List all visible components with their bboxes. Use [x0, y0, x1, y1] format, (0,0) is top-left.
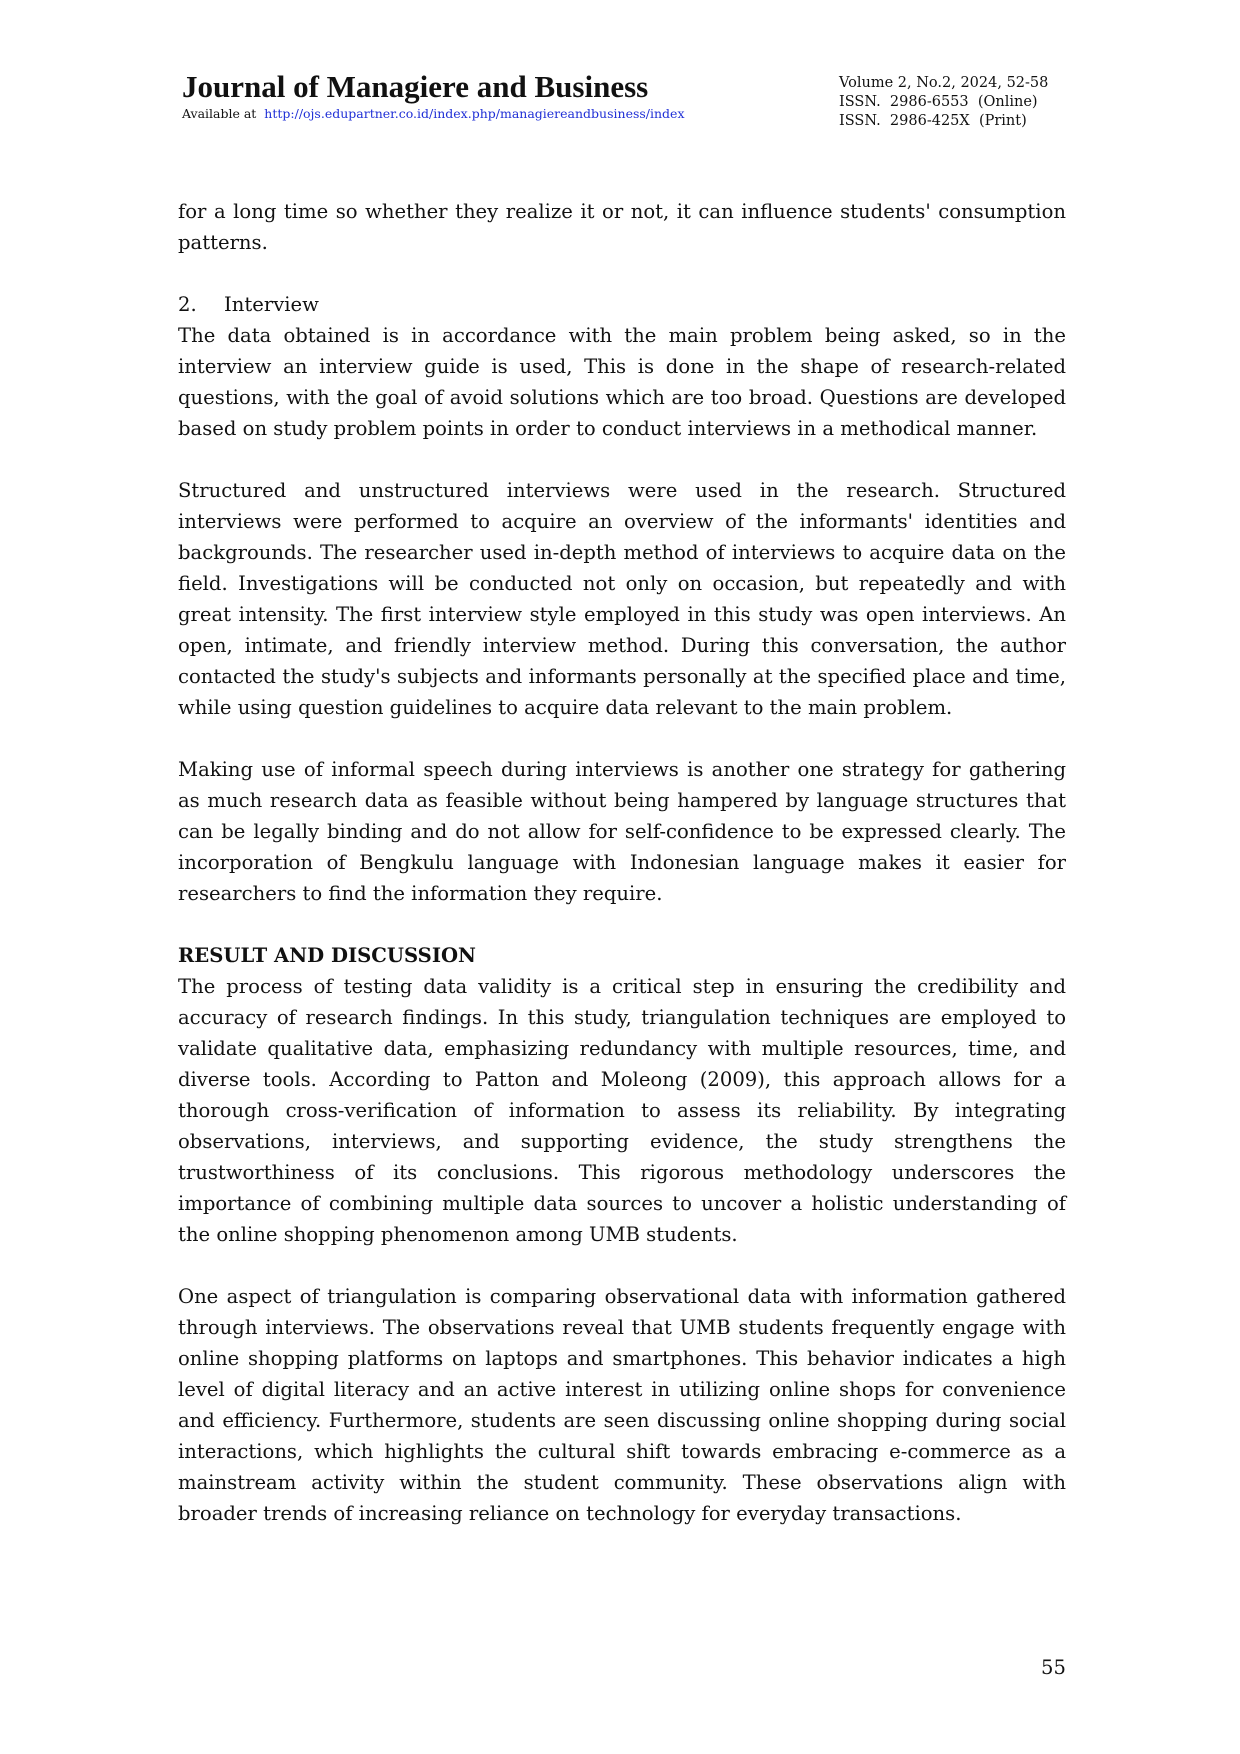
- list-label: Interview: [224, 293, 319, 316]
- paragraph-continuation: for a long time so whether they realize it or not, it can influence students' consumption patterns.: [178, 200, 1066, 254]
- journal-header: [182, 70, 685, 121]
- issn-online: ISSN. 2986-6553 (Online): [839, 94, 1038, 110]
- paragraph-informal-speech: Making use of informal speech during interviews is another one strategy for gathering as much research data as feasible without being hampered by language structures that can be legally binding and do not allow for self-confidence to be expressed clearly. The incorporation of Bengkulu language with Indonesian language makes it easier for researchers to find the information they require.: [178, 758, 1066, 905]
- journal-url-link[interactable]: http://ojs.edupartner.co.id/index.php/managiereandbusiness/index: [264, 106, 685, 122]
- availability-line: [182, 106, 685, 121]
- section-heading-results: RESULT AND DISCUSSION: [178, 944, 476, 967]
- paragraph-interview: The data obtained is in accordance with the main problem being asked, so in the interview an interview guide is used, This is done in the shape of research-related questions, with the goal of avoid solutions which are too broad. Questions are developed based on study problem points in order to conduct interviews in a methodical manner.: [178, 324, 1066, 440]
- page-number: 55: [1041, 1656, 1066, 1679]
- volume-line: Volume 2, No.2, 2024, 52-58: [839, 75, 1049, 91]
- list-item-interview: [178, 289, 1066, 320]
- paragraph-structured-interviews: Structured and unstructured interviews were used in the research. Structured interviews were performed to acquire an overview of the informants' identities and backgrounds. The researcher used in-depth method of interviews to acquire data on the field. Investigations will be conducted not only on occasion, but repeatedly and with great intensity. The first interview style employed in this study was open interviews. An open, intimate, and friendly interview method. During this conversation, the author contacted the study's subjects and informants personally at the specified place and time, while using question guidelines to acquire data relevant to the main problem.: [178, 479, 1066, 719]
- journal-title: Journal of Managiere and Business: [182, 69, 649, 104]
- paragraph-triangulation: One aspect of triangulation is comparing observational data with information gathered through interviews. The observations reveal that UMB students frequently engage with online shopping platforms on laptops and smartphones. This behavior indicates a high level of digital literacy and an active interest in utilizing online shops for convenience and efficiency. Furthermore, students are seen discussing online shopping during social interactions, which highlights the cultural shift towards embracing e-commerce as a mainstream activity within the student community. These observations align with broader trends of increasing reliance on technology for everyday transactions.: [178, 1285, 1066, 1525]
- paragraph-data-validity: The process of testing data validity is a critical step in ensuring the credibility and accuracy of research findings. In this study, triangulation techniques are employed to validate qualitative data, emphasizing redundancy with multiple resources, time, and diverse tools. According to Patton and Moleong (2009), this approach allows for a thorough cross-verification of information to assess its reliability. By integrating observations, interviews, and supporting evidence, the study strengthens the trustworthiness of its conclusions. This rigorous methodology underscores the importance of combining multiple data sources to uncover a holistic understanding of the online shopping phenomenon among UMB students.: [178, 975, 1066, 1246]
- article-body: [178, 196, 1066, 1529]
- list-number: 2.: [178, 293, 197, 316]
- available-label: Available at: [182, 106, 257, 122]
- publication-info: [839, 74, 1048, 131]
- issn-print: ISSN. 2986-425X (Print): [839, 113, 1027, 129]
